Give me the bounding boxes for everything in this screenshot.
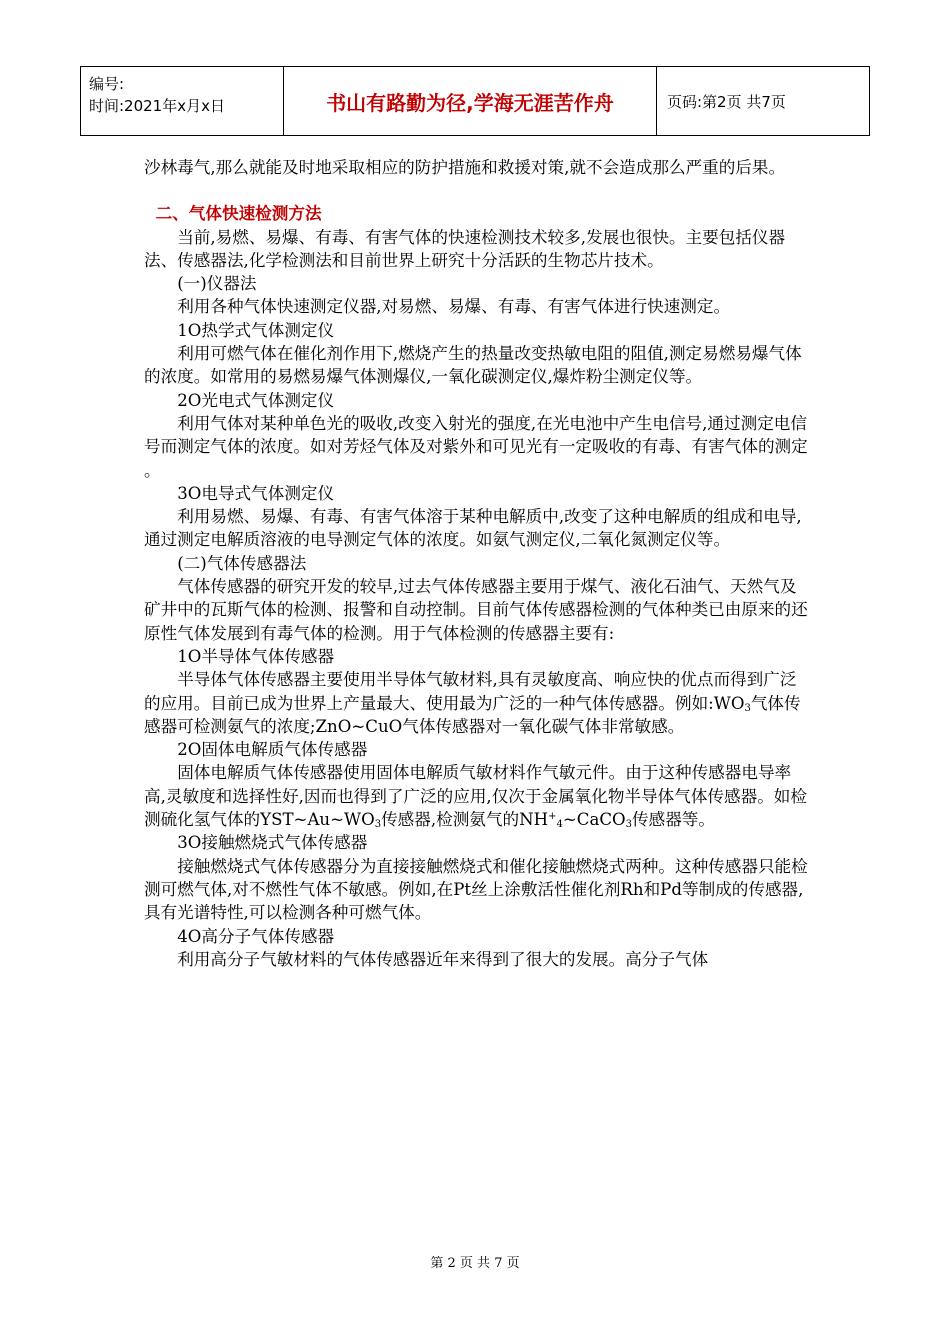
section-heading: 二、气体快速检测方法 [155,204,322,224]
header-motto: 书山有路勤为径,学海无涯苦作舟 [284,67,657,135]
subsection-heading: 2O光电式气体测定仪 [177,390,335,410]
subscript: 3 [744,702,751,714]
text-run: 气体传感器可检测氨气的浓度;ZnO~CuO气体传感器对一氧化碳气体非常敏感。 [144,693,801,736]
superscript: + [548,811,557,823]
subsection-heading: 3O电导式气体测定仪 [177,483,335,503]
paragraph [144,668,810,738]
subsection-heading: 1O半导体气体传感器 [177,646,335,666]
subsection-heading: 1O热学式气体测定仪 [177,320,335,340]
paragraph: 利用可燃气体在催化剂作用下,燃烧产生的热量改变热敏电阻的阻值,测定易燃易爆气体的浓度。如常用的易燃易爆气体测爆仪,一氧化碳测定仪,爆炸粉尘测定仪等。 [144,344,802,387]
text-run: 固体电解质气体传感器使用固体电解质气敏材料作气敏元件。由于这种传感器电导率高,灵敏度和选择性好,因而也得到了广泛的应用,仅次于金属氧化物半导体气体传感器。如检测硫化氢气体的YST~Au~WO [144,763,807,830]
text-run: 传感器等。 [632,810,715,830]
paragraph [144,761,810,831]
paragraph: 气体传感器的研究开发的较早,过去气体传感器主要用于煤气、液化石油气、天然气及矿井中的瓦斯气体的检测、报警和自动控制。目前气体传感器检测的气体种类已由原来的还原性气体发展到有毒气体的检测。用于气体检测的传感器主要有: [144,577,808,643]
paragraph: 利用高分子气敏材料的气体传感器近年来得到了很大的发展。高分子气体 [177,949,709,969]
subscript: 3 [625,819,633,831]
subscript: 4 [556,819,563,831]
paragraph: 沙林毒气,那么就能及时地采取相应的防护措施和救援对策,就不会造成那么严重的后果。 [144,158,786,177]
subsection-heading: (一)仪器法 [177,274,257,294]
paragraph: 当前,易燃、易爆、有毒、有害气体的快速检测技术较多,发展也很快。主要包括仪器法、传感器法,化学检测法和目前世界上研究十分活跃的生物芯片技术。 [144,227,786,270]
paragraph: 利用易燃、易爆、有毒、有害气体溶于某种电解质中,改变了这种电解质的组成和电导,通过测定电解质溶液的电导测定气体的浓度。如氨气测定仪,二氧化氮测定仪等。 [144,507,802,550]
document-time-label: 时间:2021年x月x日 [89,97,225,115]
paragraph: 接触燃烧式气体传感器分为直接接触燃烧式和催化接触燃烧式两种。这种传感器只能检测可燃气体,对不燃性气体不敏感。例如,在Pt丝上涂敷活性催化剂Rh和Pd等制成的传感器,具有光谱特性,可以检测各种可燃气体。 [144,856,808,923]
text-run: ~CaCO [562,810,626,830]
text-run: 传感器,检测氨气的NH [381,810,549,830]
header-left-cell [81,67,284,135]
subsection-heading: 4O高分子气体传感器 [177,926,335,946]
text-run: 半导体气体传感器主要使用半导体气敏材料,具有灵敏度高、响应快的优点而得到广泛的应用。目前已成为世界上产量最大、使用最为广泛的一种气体传感器。例如:WO [144,670,797,713]
document-number-label: 编号: [89,75,125,93]
page-header [80,66,870,136]
subsection-heading: 2O固体电解质气体传感器 [177,740,368,760]
paragraph: 利用气体对某种单色光的吸收,改变入射光的强度,在光电池中产生电信号,通过测定电信号而测定气体的浓度。如对芳烃气体及对紫外和可见光有一定吸收的有毒、有害气体的测定 。 [144,413,808,480]
subsection-heading: 3O接触燃烧式气体传感器 [177,833,368,853]
document-body [144,156,810,971]
page-footer: 第 2 页 共 7 页 [430,1256,520,1271]
paragraph: 利用各种气体快速测定仪器,对易燃、易爆、有毒、有害气体进行快速测定。 [177,297,731,317]
subsection-heading: (二)气体传感器法 [177,553,307,573]
subscript: 3 [374,819,382,831]
header-page-info: 页码:第2页 共7页 [667,92,786,111]
